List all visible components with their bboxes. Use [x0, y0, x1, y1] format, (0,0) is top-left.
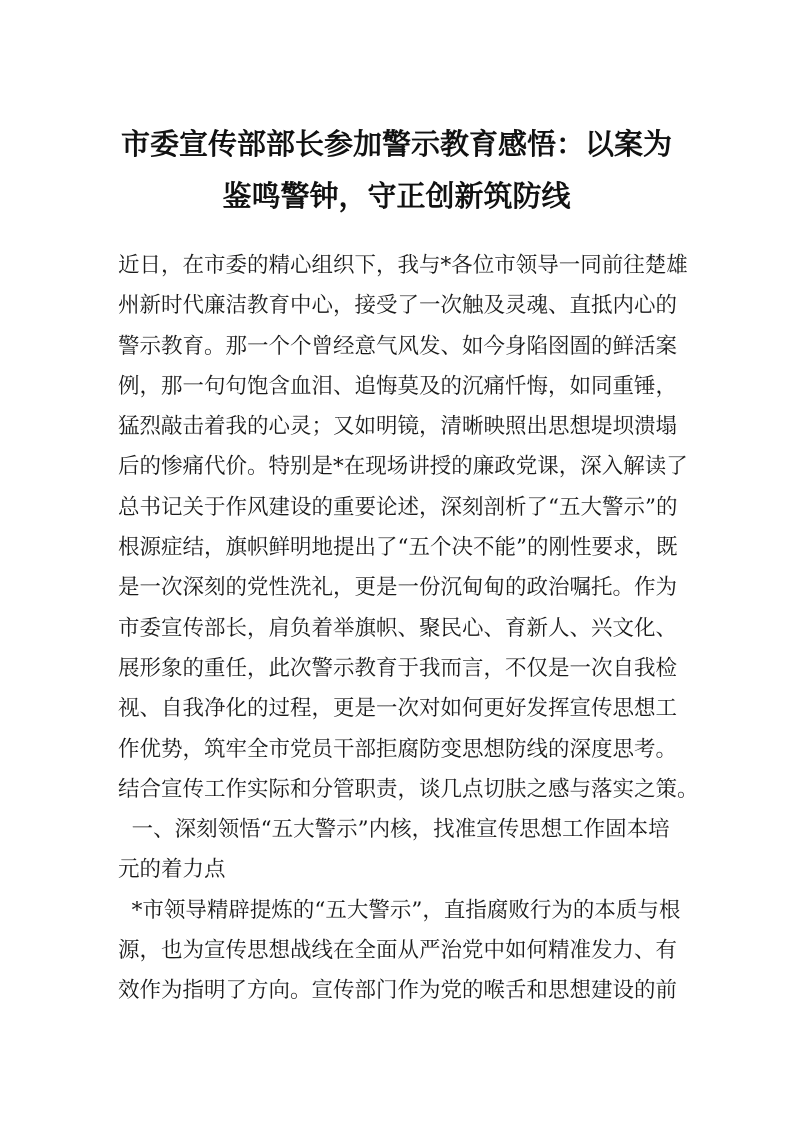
body-line: 警示教育。那一个个曾经意气风发、如今身陷囹圄的鲜活案 — [118, 333, 678, 359]
body-line: 猛烈敲击着我的心灵；又如明镜，清晰映照出思想堤坝溃塌 — [118, 414, 678, 440]
body-line: 例，那一句句饱含血泪、追悔莫及的沉痛忏悔，如同重锤， — [118, 373, 678, 399]
title-line: 市委宣传部部长参加警示教育感悟：以案为 — [120, 127, 672, 161]
document-title — [100, 118, 693, 222]
body-line: 是一次深刻的党性洗礼，更是一份沉甸甸的政治嘱托。作为 — [118, 575, 678, 601]
body-line: 市委宣传部长，肩负着举旗帜、聚民心、育新人、兴文化、 — [118, 615, 678, 641]
body-line: 州新时代廉洁教育中心，接受了一次触及灵魂、直抵内心的 — [118, 293, 678, 319]
section-heading-line: 一、深刻领悟“五大警示”内核，找准宣传思想工作固本培 — [118, 817, 670, 843]
body-line: 作优势，筑牢全市党员干部拒腐防变思想防线的深度思考。 — [118, 736, 678, 762]
body-line: 近日，在市委的精心组织下，我与*各位市领导一同前往楚雄 — [118, 253, 688, 278]
document-body — [118, 246, 699, 1012]
body-line: 结合宣传工作实际和分管职责，谈几点切肤之感与落实之策。 — [118, 776, 699, 802]
body-line: 效作为指明了方向。宣传部门作为党的喉舌和思想建设的前 — [118, 978, 678, 1004]
body-line: 后的惨痛代价。特别是*在现场讲授的廉政党课，深入解读了 — [118, 454, 688, 480]
section-heading-line: 元的着力点 — [118, 857, 226, 883]
body-line: 根源症结，旗帜鲜明地提出了“五个决不能”的刚性要求，既 — [118, 535, 678, 561]
title-line: 鉴鸣警钟，守正创新筑防线 — [222, 179, 571, 213]
body-line: *市领导精辟提炼的“五大警示”，直指腐败行为的本质与根 — [118, 897, 681, 923]
body-line: 展形象的重任，此次警示教育于我而言，不仅是一次自我检 — [118, 655, 678, 681]
body-line: 总书记关于作风建设的重要论述，深刻剖析了“五大警示”的 — [118, 494, 678, 520]
body-line: 源，也为宣传思想战线在全面从严治党中如何精准发力、有 — [118, 938, 678, 964]
body-line: 视、自我净化的过程，更是一次对如何更好发挥宣传思想工 — [118, 696, 678, 722]
